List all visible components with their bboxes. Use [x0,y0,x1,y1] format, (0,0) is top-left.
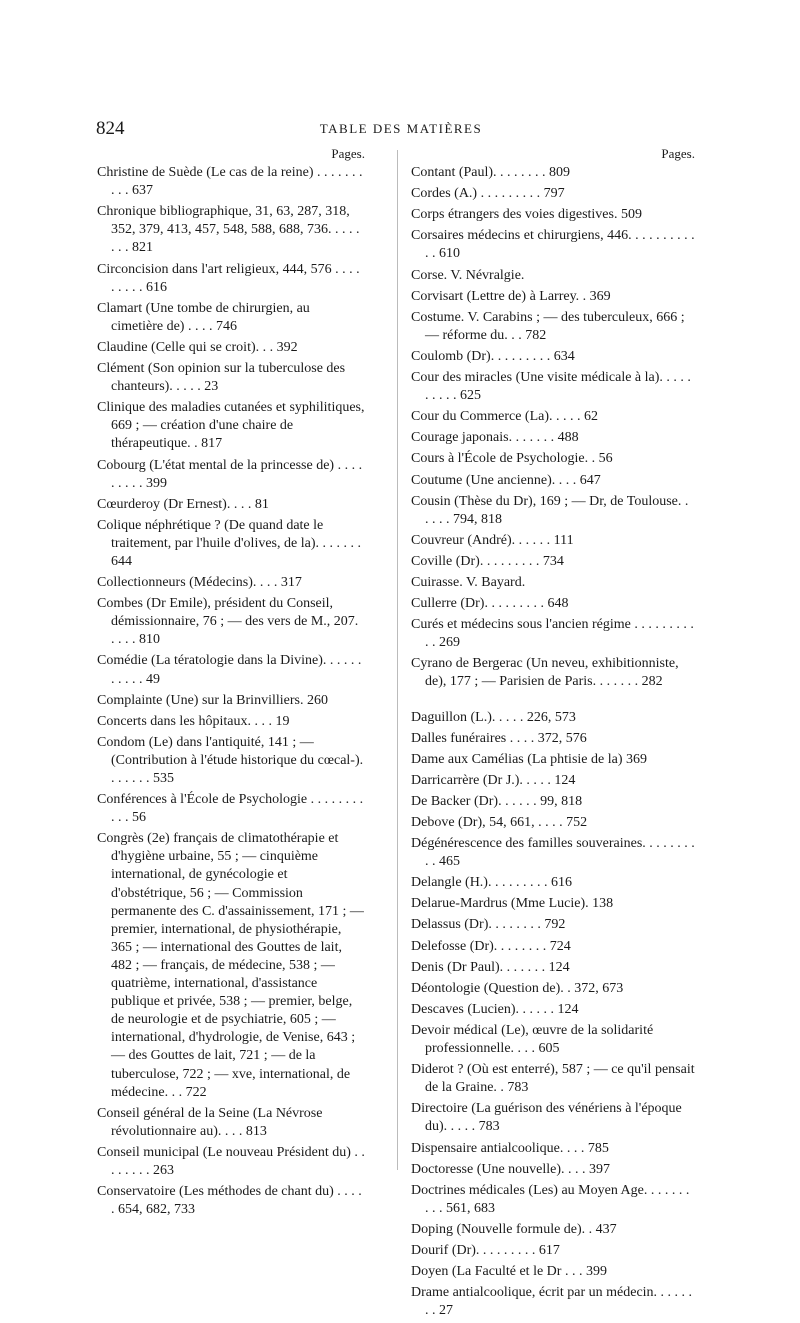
index-entry: Dispensaire antialcoolique. . . . 785 [411,1140,609,1156]
index-entry: Diderot ? (Où est enterré), 587 ; — ce qu'il pensait de la Graine. . 783 [411,1062,695,1096]
index-entry: Descaves (Lucien). . . . . . 124 [411,1001,579,1017]
index-entry: Delarue-Mardrus (Mme Lucie). 138 [411,896,614,912]
index-entry: Dourif (Dr). . . . . . . . . 617 [411,1242,560,1258]
index-entry: Cuirasse. V. Bayard. [411,574,526,590]
index-entry: Directoire (La guérison des vénériens à l'époque du). . . . . 783 [411,1101,682,1135]
index-entry: Corsaires médecins et chirurgiens, 446. . . . . . . . . . . . 610 [411,228,695,262]
right-entries [411,164,695,1320]
index-entry: Cœurderoy (Dr Ernest). . . . 81 [97,496,269,512]
index-entry: Clinique des maladies cutanées et syphilitiques, 669 ; — création d'une chaire de thérapeutique. . 817 [97,400,365,452]
index-entry: Clément (Son opinion sur la tuberculose des chanteurs). . . . . 23 [97,361,346,395]
index-entry: Combes (Dr Emile), président du Conseil, démissionnaire, 76 ; — des vers de M., 207. . . . . 810 [97,596,359,648]
pages-label: Pages. [661,146,695,161]
index-entry: Dalles funéraires . . . . 372, 576 [411,730,587,746]
index-entry: Devoir médical (Le), œuvre de la solidarité professionnelle. . . . 605 [411,1022,654,1057]
index-entry: Cyrano de Bergerac (Un neveu, exhibitionniste, de), 177 ; — Parisien de Paris. . . . . . . 282 [411,656,679,690]
index-entry: Corse. V. Névralgie. [411,267,525,283]
index-entry: Claudine (Celle qui se croit). . . 392 [97,339,298,355]
index-entry: Conservatoire (Les méthodes de chant du) . . . . . 654, 682, 733 [97,1184,362,1218]
index-entry: Cobourg (L'état mental de la princesse de) . . . . . . . . . 399 [97,457,363,491]
index-entry: Circoncision dans l'art religieux, 444, 576 . . . . . . . . . 616 [97,261,360,295]
index-entry: Clamart (Une tombe de chirurgien, au cimetière de) . . . . 746 [97,300,310,334]
index-entry: Cour du Commerce (La). . . . . 62 [411,409,599,425]
index-entry: Delassus (Dr). . . . . . . . 792 [411,917,566,933]
section-gap [411,695,695,709]
index-entry: Corps étrangers des voies digestives. 509 [411,207,642,223]
running-title: TABLE DES MATIÈRES [319,121,483,136]
index-entry: Concerts dans les hôpitaux. . . . 19 [97,713,290,729]
index-entry: Doping (Nouvelle formule de). . 437 [411,1221,617,1237]
left-column [97,145,365,1222]
index-entry: Coulomb (Dr). . . . . . . . . 634 [411,348,575,364]
index-entry: Colique néphrétique ? (De quand date le traitement, par l'huile d'olives, de la). . . . . . . 644 [97,517,361,569]
index-entry: Denis (Dr Paul). . . . . . . 124 [411,959,570,975]
index-entry: Doctrines médicales (Les) au Moyen Age. . . . . . . . . . 561, 683 [411,1182,690,1216]
index-entry: Darricarrère (Dr J.). . . . . 124 [411,772,576,788]
right-column [411,145,695,1323]
index-entry: Contant (Paul). . . . . . . . 809 [411,165,571,181]
column-divider [397,150,398,1170]
index-entry: Delangle (H.). . . . . . . . . 616 [411,875,572,891]
index-entry: Doctoresse (Une nouvelle). . . . 397 [411,1161,611,1177]
index-entry: Debove (Dr), 54, 661, . . . . 752 [411,815,588,830]
index-entry: Condom (Le) dans l'antiquité, 141 ; — (Contribution à l'étude historique du cœcal-). . . . . . . 535 [97,734,364,786]
index-entry: Conseil municipal (Le nouveau Président du) . . . . . . . . 263 [97,1144,365,1178]
index-entry: Complainte (Une) sur la Brinvilliers. 260 [97,692,328,708]
left-entries [97,164,365,1219]
index-entry: Congrès (2e) français de climatothérapie et d'hygiène urbaine, 55 ; — cinquième international, de gynécologie et d'obstétrique, 56 ; — Commission permanente des C. d'assainissement, 171 ; — premier, international, de physiothérapie, 365 ; — international des Gouttes de lait, 482 ; — français, de médecine, 538 ; — quatrième, international, d'assistance publique et privée, 538 ; — premier, belge, de neurologie et de psychiatrie, 605 ; — international, d'hydrologie, de Venise, 643 ; — des Gouttes de lait, 721 ; — de la tuberculose, 722 ; — xve, international, de médecine. . . 722 [97,831,364,1100]
index-entry: Déontologie (Question de). . 372, 673 [411,980,624,996]
pages-label: Pages. [331,146,365,161]
index-entry: Christine de Suède (Le cas de la reine) . . . . . . . . . . 637 [97,165,363,199]
index-entry: Collectionneurs (Médecins). . . . 317 [97,575,302,591]
index-entry: Corvisart (Lettre de) à Larrey. . 369 [411,288,611,304]
index-entry: Courage japonais. . . . . . . 488 [411,430,579,446]
index-entry: Cours à l'École de Psychologie. . 56 [411,451,613,467]
index-entry: Dégénérescence des familles souveraines. . . . . . . . . . 465 [411,836,695,870]
index-entry: Chronique bibliographique, 31, 63, 287, 318, 352, 379, 413, 457, 548, 588, 688, 736. . . . . . . . 821 [97,204,360,256]
page-header [96,118,706,140]
index-entry: Coville (Dr). . . . . . . . . 734 [411,553,564,569]
index-entry: De Backer (Dr). . . . . . 99, 818 [411,793,583,809]
index-entry: Cour des miracles (Une visite médicale à la). . . . . . . . . . 625 [411,370,691,404]
index-entry: Costume. V. Carabins ; — des tuberculeux, 666 ; — réforme du. . . 782 [411,309,685,343]
index-entry: Conseil général de la Seine (La Névrose révolutionnaire au). . . . 813 [97,1105,323,1139]
index-entry: Cullerre (Dr). . . . . . . . . 648 [411,596,569,612]
index-entry: Delefosse (Dr). . . . . . . . 724 [411,938,571,954]
index-entry: Cordes (A.) . . . . . . . . . 797 [411,186,565,202]
index-entry: Cousin (Thèse du Dr), 169 ; — Dr, de Toulouse. . . . . . 794, 818 [411,493,689,527]
index-entry: Dame aux Camélias (La phtisie de la) 369 [411,751,647,767]
index-entry: Couvreur (André). . . . . . 111 [411,532,574,548]
index-entry: Comédie (La tératologie dans la Divine). . . . . . . . . . . 49 [97,653,362,687]
index-entry: Conférences à l'École de Psychologie . . . . . . . . . . . 56 [97,792,364,826]
index-entry: Drame antialcoolique, écrit par un médecin. . . . . . . . 27 [411,1285,693,1319]
page-number: 824 [96,118,125,139]
index-entry: Doyen (La Faculté et le Dr . . . 399 [411,1264,607,1280]
index-entry: Curés et médecins sous l'ancien régime . . . . . . . . . . . 269 [411,617,694,651]
index-entry: Coutume (Une ancienne). . . . 647 [411,472,601,488]
index-entry: Daguillon (L.). . . . . 226, 573 [411,709,576,725]
